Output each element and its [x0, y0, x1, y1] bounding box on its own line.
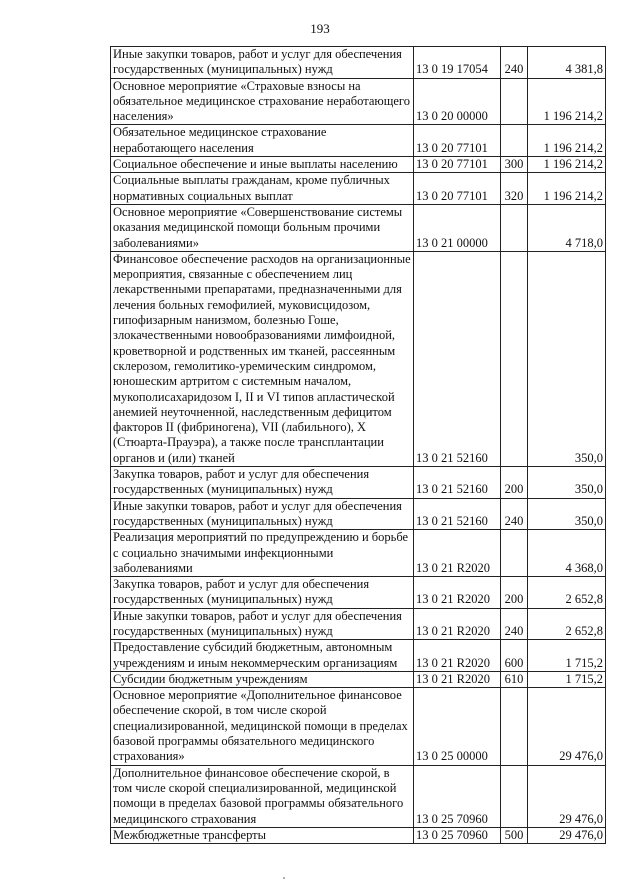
budget-item-code: 13 0 25 00000	[414, 688, 501, 765]
budget-item-code: 13 0 20 77101	[414, 173, 501, 205]
budget-item-amount: 1 196 214,2	[528, 78, 606, 125]
table-row	[111, 251, 606, 466]
budget-item-amount: 4 368,0	[528, 530, 606, 577]
budget-item-name: Дополнительное финансовое обеспечение скорой, в том числе скорой специализированной, медицинской помощи в пределах базовой программы обязательного медицинского страхования	[111, 765, 414, 827]
budget-item-code: 13 0 21 R2020	[414, 577, 501, 609]
budget-item-name: Межбюджетные трансферты	[111, 827, 414, 843]
table-row	[111, 157, 606, 173]
budget-item-amount: 29 476,0	[528, 688, 606, 765]
budget-item-amount: 350,0	[528, 251, 606, 466]
budget-item-name: Закупка товаров, работ и услуг для обеспечения государственных (муниципальных) нужд	[111, 467, 414, 499]
budget-item-amount: 2 652,8	[528, 608, 606, 640]
budget-item-name: Реализация мероприятий по предупреждению и борьбе с социально значимыми инфекционными заболеваниями	[111, 530, 414, 577]
budget-item-code: 13 0 21 R2020	[414, 530, 501, 577]
budget-item-amount: 1 196 214,2	[528, 125, 606, 157]
budget-item-amount: 350,0	[528, 467, 606, 499]
budget-item-name: Иные закупки товаров, работ и услуг для обеспечения государственных (муниципальных) нужд	[111, 498, 414, 530]
budget-table	[110, 46, 606, 844]
budget-item-amount: 1 715,2	[528, 671, 606, 687]
budget-expense-type: 500	[501, 827, 528, 843]
budget-item-name: Социальное обеспечение и иные выплаты населению	[111, 157, 414, 173]
budget-expense-type: 200	[501, 577, 528, 609]
budget-expense-type: 240	[501, 498, 528, 530]
budget-item-code: 13 0 21 R2020	[414, 640, 501, 672]
table-row	[111, 467, 606, 499]
budget-item-amount: 29 476,0	[528, 765, 606, 827]
budget-item-name: Иные закупки товаров, работ и услуг для обеспечения государственных (муниципальных) нужд	[111, 608, 414, 640]
budget-expense-type	[501, 204, 528, 251]
budget-item-amount: 350,0	[528, 498, 606, 530]
table-row	[111, 640, 606, 672]
budget-expense-type: 240	[501, 608, 528, 640]
budget-item-name: Иные закупки товаров, работ и услуг для обеспечения государственных (муниципальных) нужд	[111, 47, 414, 79]
table-row	[111, 47, 606, 79]
budget-item-name: Социальные выплаты гражданам, кроме публичных нормативных социальных выплат	[111, 173, 414, 205]
table-row	[111, 125, 606, 157]
budget-item-code: 13 0 25 70960	[414, 765, 501, 827]
budget-item-amount: 29 476,0	[528, 827, 606, 843]
table-row	[111, 577, 606, 609]
scan-speck	[283, 877, 285, 879]
budget-expense-type	[501, 530, 528, 577]
budget-item-name: Закупка товаров, работ и услуг для обеспечения государственных (муниципальных) нужд	[111, 577, 414, 609]
budget-expense-type: 610	[501, 671, 528, 687]
budget-item-amount: 4 718,0	[528, 204, 606, 251]
budget-expense-type	[501, 125, 528, 157]
budget-expense-type	[501, 78, 528, 125]
budget-item-name: Финансовое обеспечение расходов на организационные мероприятия, связанные с обеспечением лиц лекарственными препаратами, предназначенными для лечения больных гемофилией, муковисцидозом, гипофизарным нанизмом, болезнью Гоше, злокачественными новообразованиями лимфоидной, кроветворной и родственных им тканей, рассеянным склерозом, гемолитико-уремическим синдромом, юношеским артритом с системным началом, мукополисахаридозом I, II и VI типов апластической анемией неуточненной, наследственным дефицитом факторов II (фибриногена), VII (лабильного), X (Стюарта-Прауэра), а также после трансплантации органов и (или) тканей	[111, 251, 414, 466]
budget-item-amount: 4 381,8	[528, 47, 606, 79]
budget-item-code: 13 0 25 70960	[414, 827, 501, 843]
budget-item-code: 13 0 20 77101	[414, 125, 501, 157]
budget-item-amount: 1 196 214,2	[528, 173, 606, 205]
budget-item-code: 13 0 21 00000	[414, 204, 501, 251]
table-row	[111, 204, 606, 251]
table-row	[111, 688, 606, 765]
budget-expense-type	[501, 688, 528, 765]
budget-expense-type	[501, 251, 528, 466]
budget-item-name: Предоставление субсидий бюджетным, автономным учреждениям и иным некоммерческим организациям	[111, 640, 414, 672]
budget-item-code: 13 0 21 52160	[414, 498, 501, 530]
budget-expense-type: 320	[501, 173, 528, 205]
table-row	[111, 530, 606, 577]
budget-item-code: 13 0 20 77101	[414, 157, 501, 173]
table-row	[111, 78, 606, 125]
budget-table-body	[111, 47, 606, 844]
budget-item-name: Основное мероприятие «Совершенствование системы оказания медицинской помощи больным прочими заболеваниями»	[111, 204, 414, 251]
budget-item-code: 13 0 21 52160	[414, 467, 501, 499]
table-row	[111, 765, 606, 827]
budget-expense-type: 600	[501, 640, 528, 672]
budget-item-name: Обязательное медицинское страхование неработающего населения	[111, 125, 414, 157]
budget-item-code: 13 0 21 R2020	[414, 608, 501, 640]
budget-item-code: 13 0 21 52160	[414, 251, 501, 466]
budget-item-amount: 1 196 214,2	[528, 157, 606, 173]
table-row	[111, 173, 606, 205]
page-number: 193	[310, 21, 330, 36]
table-row	[111, 671, 606, 687]
budget-item-name: Субсидии бюджетным учреждениям	[111, 671, 414, 687]
budget-item-amount: 2 652,8	[528, 577, 606, 609]
budget-item-amount: 1 715,2	[528, 640, 606, 672]
budget-item-code: 13 0 21 R2020	[414, 671, 501, 687]
budget-item-name: Основное мероприятие «Страховые взносы на обязательное медицинское страхование неработающего населения»	[111, 78, 414, 125]
table-row	[111, 498, 606, 530]
budget-item-code: 13 0 19 17054	[414, 47, 501, 79]
budget-expense-type	[501, 765, 528, 827]
table-row	[111, 827, 606, 843]
budget-expense-type: 240	[501, 47, 528, 79]
budget-item-code: 13 0 20 00000	[414, 78, 501, 125]
table-row	[111, 608, 606, 640]
budget-item-name: Основное мероприятие «Дополнительное финансовое обеспечение скорой, в том числе скорой специализированной, медицинской помощи в пределах базовой программы обязательного медицинского страхования»	[111, 688, 414, 765]
budget-expense-type: 300	[501, 157, 528, 173]
budget-expense-type: 200	[501, 467, 528, 499]
